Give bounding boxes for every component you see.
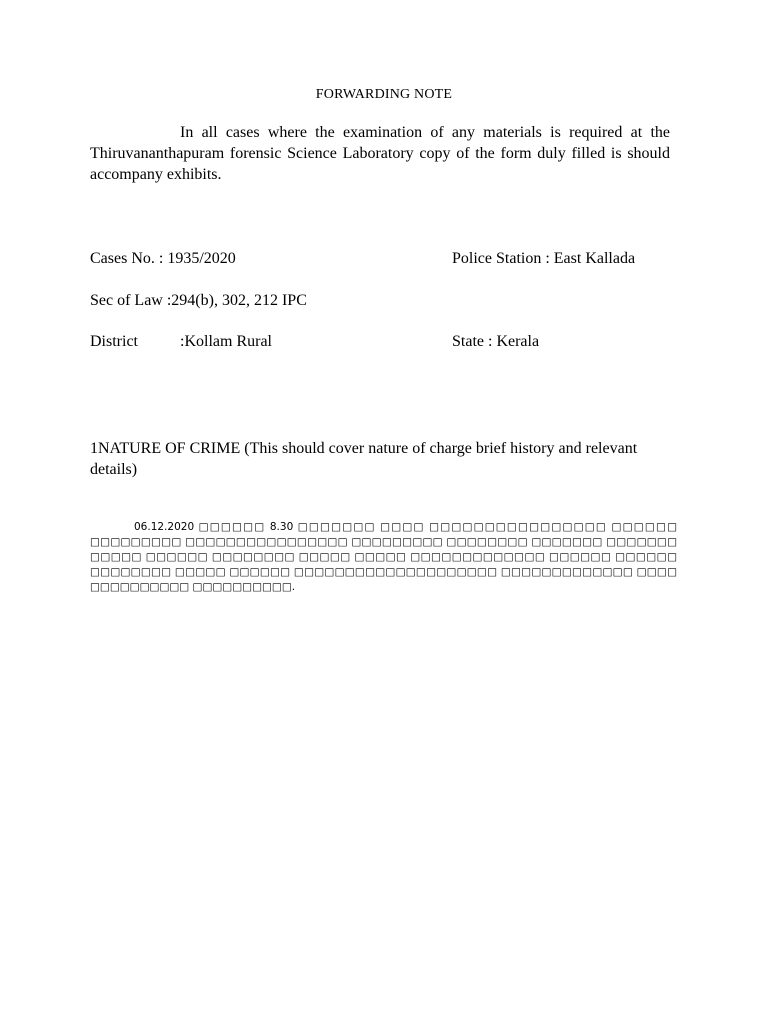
state: State : Kerala — [452, 333, 540, 350]
intro-text: In all cases where the examination of any materials is required at the Thiruvananthapuram forensic Science Laboratory copy of the form duly filled is should accompany exhibits. — [90, 124, 670, 183]
crime-narrative — [90, 520, 677, 595]
district-value: :Kollam Rural — [180, 333, 272, 350]
police-station: Police Station : East Kallada — [452, 250, 636, 267]
nature-of-crime-heading: 1NATURE OF CRIME (This should cover nature of charge brief history and relevant details) — [90, 440, 638, 478]
page-title: FORWARDING NOTE — [315, 87, 453, 102]
section-of-law: Sec of Law :294(b), 302, 212 IPC — [90, 292, 307, 309]
case-number: Cases No. : 1935/2020 — [90, 250, 236, 267]
district-label: District — [90, 333, 138, 350]
intro-paragraph — [90, 122, 670, 185]
narrative-text: 06.12.2020 □□□□□□ 8.30 □□□□□□□ □□□□ □□□□□□□□□□□□□□□□ □□□□□□ □□□□□□□□□ □□□□□□□□□□□□□□□□ □□□□□□□□□ □□□□□□□□ □□□□□□□ □□□□□□□ □□□□□ □□□□□□ □□□□□□□□ □□□□□ □□□□□ □□□□□□□□□□□□□ □□□□□□ □□□□□□ □□□□□□□□ □□□□□ □□□□□□ □□□□□□□□□□□□□□□□□□□□ □□□□□□□□□□□□□ □□□□ □□□□□□□□□□ □□□□□□□□□□. — [90, 521, 677, 593]
